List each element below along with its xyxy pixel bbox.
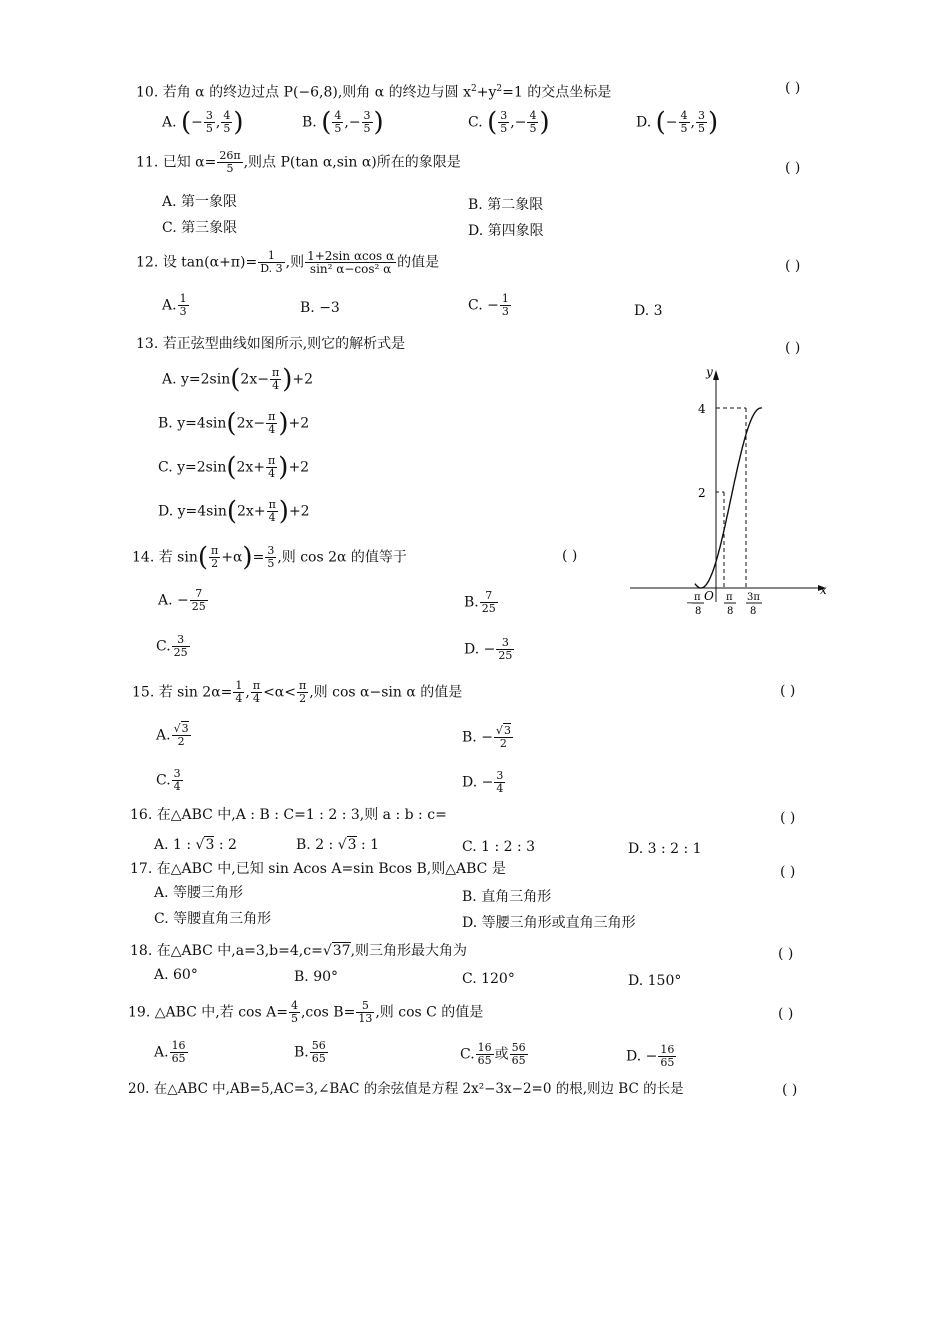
q10-stem: 10. 若角 α 的终边过点 P(−6,8),则角 α 的终边与圆 $x^2+y^2=1$ 的交点坐标是	[136, 84, 612, 101]
q12-option-b: B. −3	[300, 300, 340, 316]
q11-option-a: A. 第一象限	[162, 194, 238, 210]
sine-curve-graph	[620, 362, 840, 622]
x-tick-3pi8-den: 8	[750, 606, 757, 617]
q17-stem: 17. 在△ABC 中,已知 sin Acos A=sin Bcos B,则△ABC 是	[130, 861, 506, 877]
q16-option-c: C. 1 : 2 : 3	[462, 839, 536, 855]
q12-answer-paren: ( )	[785, 258, 801, 274]
q12-option-c: C. − $\frac{1}{3}$	[468, 292, 509, 318]
q12-stem: 12. 设 tan(α+π)= $\frac{1}{D. 3}$ ,则 $\frac{\text{1+2sin αcos α}}{\text{sin² α−cos² α}}$ 的值是	[136, 249, 440, 276]
q19-option-d: D. − $\frac{16}{65}$	[626, 1043, 675, 1069]
q17-option-b: B. 直角三角形	[462, 889, 552, 905]
q10-answer-paren: ( )	[785, 80, 801, 96]
y-axis-label: y	[706, 365, 713, 379]
origin-label: O	[704, 589, 714, 603]
q20-stem: 20. 在△ABC 中,AB=5,AC=3,∠BAC 的余弦值是方程 2x²−3x−2=0 的根,则边 BC 的长是	[128, 1081, 684, 1097]
q20-answer-paren: ( )	[782, 1082, 798, 1098]
q13-stem: 13. 若正弦型曲线如图所示,则它的解析式是	[136, 336, 406, 352]
q17-option-c: C. 等腰直角三角形	[154, 911, 272, 927]
q14-stem: 14. 若 sin( $\frac{\pi}{2}$ +α)= $\frac{3}{5}$ ,则 cos 2α 的值等于	[132, 542, 407, 573]
q17-answer-paren: ( )	[780, 864, 796, 880]
q14-option-c: C. $\frac{3}{25}$	[156, 633, 188, 659]
x-tick-neg-pi8-num: π	[694, 592, 701, 603]
q18-answer-paren: ( )	[778, 946, 794, 962]
q19-option-a: A. $\frac{16}{65}$	[154, 1039, 186, 1065]
q15-option-b: B. − $\frac{√3}{2}$	[462, 724, 511, 750]
q10-option-b: B. ( $\frac{4}{5}$ ,− $\frac{3}{5}$ )	[302, 107, 384, 138]
q19-stem: 19. △ABC 中,若 cos A= $\frac{4}{5}$ ,cos B= $\frac{5}{13}$ ,则 cos C 的值是	[128, 999, 484, 1025]
q12-option-d: D. 3	[634, 303, 663, 319]
q16-option-a: A. 1 : √3 : 2	[154, 837, 237, 853]
x-tick-3pi8-num: 3π	[747, 592, 760, 603]
q13-option-c: C. y=2sin(2x+ $\frac{\pi}{4}$ )+2	[158, 452, 310, 483]
q10-option-a: A. (− $\frac{3}{5}$ , $\frac{4}{5}$ )	[162, 107, 244, 138]
q18-option-a: A. 60°	[154, 967, 198, 983]
q17-option-d: D. 等腰三角形或直角三角形	[462, 915, 636, 931]
q18-option-d: D. 150°	[628, 973, 682, 989]
y-tick-2: 2	[698, 486, 706, 500]
y-axis-arrow	[713, 370, 719, 380]
q11-option-c: C. 第三象限	[162, 220, 238, 236]
q11-option-b: B. 第二象限	[468, 197, 544, 213]
x-tick-pi8-num: π	[726, 592, 733, 603]
q19-answer-paren: ( )	[778, 1006, 794, 1022]
x-tick-pi8-den: 8	[727, 606, 734, 617]
x-axis-label: x	[820, 583, 827, 597]
q18-stem: 18. 在△ABC 中,a=3,b=4,c=√37,则三角形最大角为	[130, 943, 468, 959]
q16-answer-paren: ( )	[780, 810, 796, 826]
q11-option-d: D. 第四象限	[468, 223, 544, 239]
q13-option-a: A. y=2sin(2x− $\frac{\pi}{4}$ )+2	[162, 364, 313, 395]
q11-stem: 11. 已知 α= $\frac{26\pi}{5}$ ,则点 P(tan α,sin α)所在的象限是	[136, 149, 461, 175]
q14-option-d: D. − $\frac{3}{25}$	[464, 636, 513, 662]
q15-option-a: A. $\frac{√3}{2}$	[156, 722, 189, 748]
q15-option-c: C. $\frac{3}{4}$	[156, 767, 181, 793]
q15-option-d: D. − $\frac{3}{4}$	[462, 769, 504, 795]
q11-answer-paren: ( )	[785, 160, 801, 176]
q19-option-b: B. $\frac{56}{65}$	[294, 1039, 326, 1065]
q14-option-a: A. − $\frac{7}{25}$	[158, 587, 206, 613]
q12-option-a: A. $\frac{1}{3}$	[162, 292, 187, 318]
q16-stem: 16. 在△ABC 中,A : B : C=1 : 2 : 3,则 a : b : c=	[130, 807, 447, 823]
q16-option-b: B. 2 : √3 : 1	[296, 837, 380, 853]
x-tick-neg-pi8-sign: −	[686, 598, 695, 609]
q10-option-d: D. (− $\frac{4}{5}$ , $\frac{3}{5}$ )	[636, 107, 719, 138]
q18-option-b: B. 90°	[294, 969, 339, 985]
q17-option-a: A. 等腰三角形	[154, 885, 244, 901]
q19-option-c: C. $\frac{16}{65}$ 或 $\frac{56}{65}$	[460, 1041, 526, 1067]
q13-answer-paren: ( )	[785, 340, 801, 356]
q15-stem: 15. 若 sin 2α= $\frac{1}{4}$ , $\frac{\pi}{4}$ <α< $\frac{\pi}{2}$ ,则 cos α−sin α 的值是	[132, 679, 463, 705]
q10-option-c: C. ( $\frac{3}{5}$ ,− $\frac{4}{5}$ )	[468, 107, 550, 138]
q13-option-b: B. y=4sin(2x− $\frac{\pi}{4}$ )+2	[158, 408, 310, 439]
q13-option-d: D. y=4sin(2x+ $\frac{\pi}{4}$ )+2	[158, 496, 310, 527]
q14-answer-paren: ( )	[562, 548, 578, 564]
x-tick-neg-pi8-den: 8	[695, 606, 702, 617]
q15-answer-paren: ( )	[780, 683, 796, 699]
q18-option-c: C. 120°	[462, 971, 515, 987]
y-tick-4: 4	[698, 402, 706, 416]
q16-option-d: D. 3 : 2 : 1	[628, 841, 702, 857]
q14-option-b: B. $\frac{7}{25}$	[464, 589, 496, 615]
